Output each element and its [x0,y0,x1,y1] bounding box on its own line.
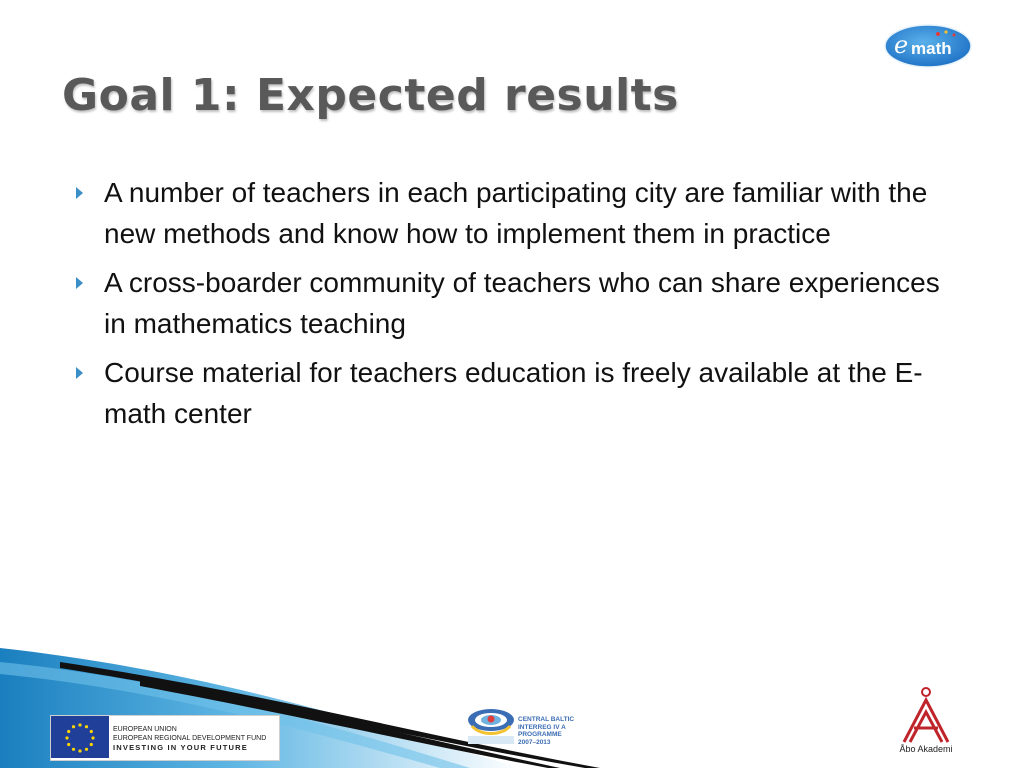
cb-line-2: INTERREG IV A [518,723,566,731]
abo-akademi-emblem-icon [896,686,956,744]
eu-flag-icon [51,716,109,758]
bullet-text: A number of teachers in each participating city are familiar with the new methods and know how to implement them in practice [104,177,928,249]
svg-text:e: e [894,31,909,59]
cb-line-4: 2007–2013 [518,738,551,746]
cb-line-3: PROGRAMME [518,731,562,738]
eu-line-1: EUROPEAN UNION [113,725,177,733]
bullet-item [72,262,952,344]
emath-logo-text: math [911,39,952,58]
bullet-item [72,352,952,434]
bullet-list [72,172,952,442]
abo-akademi-label: Åbo Akademi [899,744,953,754]
bullet-item [72,172,952,254]
central-baltic-logo [466,706,596,754]
arrow-bullet-icon [76,187,83,199]
eu-line-2: EUROPEAN REGIONAL DEVELOPMENT FUND [113,734,267,742]
cb-line-1: CENTRAL BALTIC [518,716,575,723]
emath-logo [884,24,972,68]
abo-akademi-logo [896,686,956,758]
arrow-bullet-icon [76,367,83,379]
slide-title: Goal 1: Expected results [62,70,679,121]
bullet-text: A cross-boarder community of teachers who can share experiences in mathematics teaching [104,267,940,339]
central-baltic-emblem-icon [466,706,516,746]
arrow-bullet-icon [76,277,83,289]
eu-logo [50,715,280,761]
eu-line-3: INVESTING IN YOUR FUTURE [113,742,248,752]
bullet-text: Course material for teachers education is freely available at the E-math center [104,357,923,429]
